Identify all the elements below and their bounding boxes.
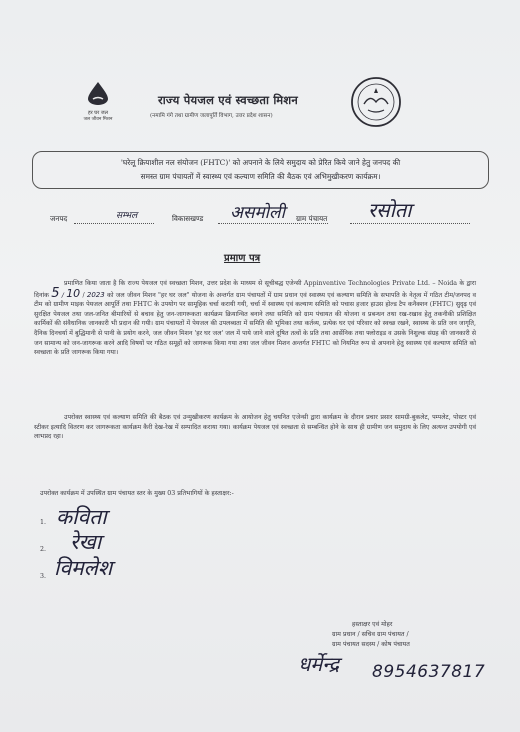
participant-signature-3: विमलेश — [54, 556, 113, 580]
document-title: प्रमाण पत्र — [224, 253, 261, 264]
banner-line-2: समस्त ग्राम पंचायतों में स्वास्थ्य एवं कल्याण समिति की बैठक एवं अभिमुखीकरण कार्यक्रम। — [140, 172, 381, 181]
paragraph-1-body: को जल जीवन मिशन "हर घर जल" योजना के अन्तर्गत ग्राम पंचायतों में ग्राम प्रधान एवं स्वास्थ्य एवं कल्याण समिति के सभापति के नेतृत्व में गठित टीम/जनपद व टीम को ग्रामीण माइक पेयजल आपूर्ति तथा FHTC के उपयोग पर सामूहिक चर्चा करायी गयी, चर्चा में स्वास्थ्य एवं कल्याण समिति को पचास हजार हाउस होल्ड टैप कनैक्शन (FHTC) सुदृढ़ एवं सुरक्षित पेयजल तथा जल-जनित बीमारियों से बचाव हेतु जन-जागरूकता कार्यक्रम क्रियान्वित बनाने तथा समिति को ग्राम पंचायत की योजना व प्रबन्धन तथा रख-रखाव हेतु तकनीकी प्रशिक्षित कार्मिकों की संवैधानिक जानकारी भी प्रदान की गयी। ग्राम पंचायतों में पेयजल की उपलब्धता में समिति की भूमिका तथा कर्तव्य, प्रत्येक घर एवं परिवार को स्वच्छ रखने, स्वास्थ्य के प्रति जन जागृति, दैनिक दिनचर्या में बुद्धिमानी से पानी के प्रयोग करने, जल जीवन मिशन 'हर घर जल' जल में पाये जाने वाले दूषित तत्वों के प्रति तथा आर्सेनिक तथा फ्लोराइड व उसके निशुल्क संग्रह की जानकारी से जन सामान्य को जन-जागरूक करने आदि विषयों पर गठित समूहों को जागरूक किया गया तथा जल जीवन मिशन अन्तर्गत FHTC को नियमित रूप से अपनाने हेतु स्वास्थ्य एवं कल्याण समिति को स्वच्छता के प्रति जागरूक किया गया। — [34, 291, 476, 357]
up-government-emblem — [350, 76, 402, 128]
logo-text: हर घर जल — [88, 110, 108, 116]
participants-intro: उपरोक्त कार्यक्रम में उपस्थित ग्राम पंचायत स्तर के मुख्य 03 प्रतिभागियों के हस्ताक्षर:- — [40, 490, 234, 497]
gram-panchayat-value: रसोता — [368, 198, 412, 222]
district-underline — [74, 222, 154, 224]
participant-signature-1: कविता — [56, 505, 107, 529]
organization-title: राज्य पेयजल एवं स्वच्छता मिशन — [158, 93, 298, 107]
district-label: जनपद — [50, 214, 68, 223]
certificate-paragraph-1: प्रमाणित किया जाता है कि राज्य पेयजल एवं स्वच्छता मिशन, उत्तर प्रदेश के माध्यम से सूचीबद्ध एजेन्सी Appinventive Technologies Private Ltd. – Noida के द्वारा दिनांक 5 / 10 / 2023 को जल जीवन मिशन "हर घर जल" योजना के अन्तर्गत ग्राम पंचायतों में ग्राम प्रधान एवं स्वास्थ्य एवं कल्याण समिति के सभापति के नेतृत्व में गठित टीम/जनपद व टीम को ग्रामीण माइक पेयजल आपूर्ति तथा FHTC के उपयोग पर सामूहिक चर्चा करायी गयी, चर्चा में स्वास्थ्य एवं कल्याण समिति को पचास हजार हाउस होल्ड टैप कनैक्शन (FHTC) सुदृढ़ एवं सुरक्षित पेयजल तथा जल-जनित बीमारियों से बचाव हेतु जन-जागरूकता कार्यक्रम क्रियान्वित बनाने तथा समिति को ग्राम पंचायत की योजना व प्रबन्धन तथा रख-रखाव हेतु तकनीकी प्रशिक्षित कार्मिकों की संवैधानिक जानकारी भी प्रदान की गयी। ग्राम पंचायतों में पेयजल की उपलब्धता में समिति की भूमिका तथा कर्तव्य, प्रत्येक घर एवं परिवार को स्वच्छ रखने, स्वास्थ्य के प्रति जन जागृति, दैनिक दिनचर्या में बुद्धिमानी से पानी के प्रयोग करने, जल जीवन मिशन 'हर घर जल' जल में पाये जाने वाले दूषित तत्वों के प्रति तथा आर्सेनिक तथा फ्लोराइड व उसके निशुल्क संग्रह की जानकारी से जन सामान्य को जन-जागरूक करने आदि विषयों पर गठित समूहों को जागरूक किया गया तथा जल जीवन मिशन अन्तर्गत FHTC को नियमित रूप से अपनाने हेतु स्वास्थ्य एवं कल्याण समिति को स्वच्छता के प्रति जागरूक किया गया। — [34, 280, 476, 357]
certificate-paragraph-2: उपरोक्त स्वास्थ्य एवं कल्याण समिति की बैठक एवं उन्मुखीकरण कार्यक्रम के आयोजन हेतु चयनित एजेन्सी द्वारा कार्यक्रम के दौरान प्रचार प्रसार सामग्री-बुकलेट, पम्पलेट, पोस्टर एवं स्टीकर इत्यादि वितरण कर जागरूकता कार्यक्रम कैरी देख-रेख में सम्पादित कराया गया। कार्यक्रम पेयजल एवं स्वच्छता से सम्बन्धित होने के साथ ही ग्रामीण जन समुदाय के लिए अत्यन्त उपयोगी एवं लाभप्रद रहा। — [34, 414, 476, 441]
banner-line-1: 'घरेलू क्रियाशील नल संयोजन (FHTC)' को अपनाने के लिये समुदाय को प्रेरित किये जाने हेतु जनपद की — [120, 158, 401, 167]
signatory-label-1: हस्ताक्षर एवं मोहर — [352, 621, 393, 628]
signatory-signature: धर्मेन्द्र — [298, 652, 340, 676]
program-banner — [32, 151, 489, 189]
district-value: सम्भल — [116, 211, 138, 221]
signatory-label-3: ग्राम पंचायत सदस्य / कोष पंचायत — [332, 641, 410, 648]
participant-number-1: 1. — [40, 519, 47, 526]
signatory-label-2: ग्राम प्रधान / सचिव ग्राम पंचायत / — [332, 631, 409, 638]
logo-subtext: जल जीवन मिशन — [83, 117, 113, 122]
jal-jeevan-mission-logo — [74, 80, 122, 124]
paragraph-1-intro: प्रमाणित किया जाता है कि राज्य पेयजल एवं स्वच्छता मिशन, उत्तर प्रदेश के माध्यम से सूचीबद्ध एजेन्सी Appinventive Technologies Private Ltd. – Noida के द्वारा दिनांक — [34, 280, 476, 299]
date-month: 10 — [66, 286, 81, 300]
participant-number-3: 3. — [40, 573, 47, 580]
water-drop-icon — [74, 80, 122, 106]
block-value: असमोली — [230, 203, 285, 223]
participant-signature-2: रेखा — [70, 530, 102, 554]
participant-number-2: 2. — [40, 546, 47, 553]
organization-subtitle: (नमामि गंगे तथा ग्रामीण जलापूर्ति विभाग, उत्तर प्रदेश शासन) — [150, 113, 273, 119]
signatory-phone: 8954637817 — [372, 662, 486, 682]
date-year: 2023 — [86, 290, 105, 299]
gram-panchayat-label: ग्राम पंचायत — [296, 214, 328, 223]
date-day: 5 — [51, 285, 60, 301]
block-label: विकासखण्ड — [172, 214, 204, 223]
